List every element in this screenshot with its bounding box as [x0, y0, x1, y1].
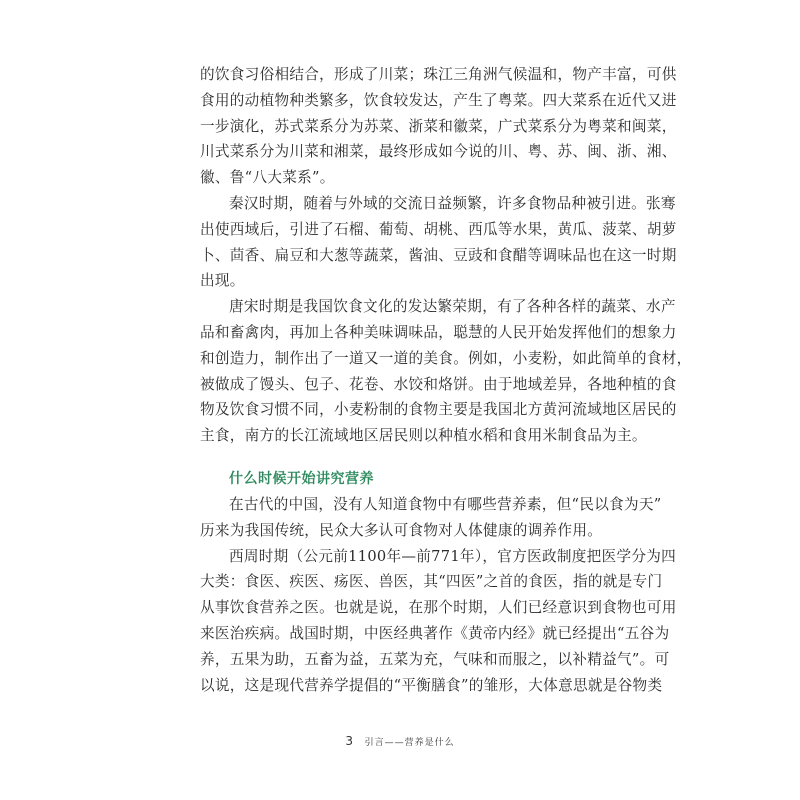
text-line: 西周时期（公元前1100年—前771年），官方医政制度把医学分为四 — [229, 547, 677, 565]
text-line: 卜、茴香、扁豆和大葱等蔬菜，酱油、豆豉和食醋等调味品也在这一时期 — [200, 246, 677, 264]
text-line: 主食，南方的长江流域地区居民则以种植水稻和食用米制食品为主。 — [200, 427, 647, 445]
section-heading: 什么时候开始讲究营养 — [229, 470, 374, 487]
text-line: 从事饮食营养之医。也就是说，在那个时期，人们已经意识到食物也可用 — [200, 599, 677, 617]
text-line: 被做成了馒头、包子、花卷、水饺和烙饼。由于地域差异，各地种植的食 — [200, 375, 677, 393]
text-line: 历来为我国传统，民众大多认可食物对人体健康的调养作用。 — [200, 521, 603, 539]
text-line: 物及饮食习惯不同，小麦粉制的食物主要是我国北方黄河流域地区居民的 — [200, 401, 677, 419]
paragraphs — [200, 62, 692, 449]
text-line: 出使西域后，引进了石榴、葡萄、胡桃、西瓜等水果，黄瓜、菠菜、胡萝 — [200, 220, 677, 238]
page-body — [200, 62, 692, 698]
section-paragraphs — [200, 492, 677, 698]
text-line: 大类：食医、疾医、疡医、兽医，其“四医”之首的食医，指的就是专门 — [200, 573, 663, 591]
text-line: 在古代的中国，没有人知道食物中有哪些营养素，但“民以食为天” — [229, 495, 662, 513]
text-line: 食用的动植物种类繁多，饮食较发达，产生了粤菜。四大菜系在近代又进 — [200, 91, 677, 109]
text-line: 唐宋时期是我国饮食文化的发达繁荣期，有了各种各样的蔬菜、水产 — [229, 298, 676, 316]
text-line: 养，五果为助，五畜为益，五菜为充，气味和而服之，以补精益气”。可 — [200, 650, 670, 668]
running-title: 引言——营养是什么 — [364, 738, 455, 748]
text-line: 一步演化，苏式菜系分为苏菜、浙菜和徽菜，广式菜系分为粤菜和闽菜， — [200, 117, 677, 135]
paragraph — [200, 544, 677, 699]
text-line: 品和畜禽肉，再加上各种美味调味品，聪慧的人民开始发挥他们的想象力 — [200, 323, 677, 341]
text-line: 的饮食习俗相结合，形成了川菜；珠江三角洲气候温和，物产丰富，可供 — [200, 66, 677, 83]
text-line: 徽、鲁“八大菜系”。 — [200, 169, 335, 187]
page-footer — [0, 734, 800, 748]
page-number: 3 — [345, 734, 354, 748]
text-line: 秦汉时期，随着与外域的交流日益频繁，许多食物品种被引进。张骞 — [229, 194, 676, 212]
text-line: 川式菜系分为川菜和湘菜，最终形成如今说的川、粤、苏、闽、浙、湘、 — [200, 143, 677, 161]
paragraph — [200, 492, 662, 544]
paragraph — [200, 191, 677, 294]
text-line: 出现。 — [200, 272, 245, 290]
text-line: 来医治疾病。战国时期，中医经典著作《黄帝内经》就已经提出“五谷为 — [200, 624, 670, 642]
text-line: 和创造力，制作出了一道又一道的美食。例如，小麦粉，如此简单的食材， — [200, 349, 692, 367]
paragraph — [200, 294, 692, 449]
text-line: 以说，这是现代营养学提倡的“平衡膳食”的雏形，大体意思就是谷物类 — [200, 676, 663, 694]
paragraph — [200, 62, 677, 191]
